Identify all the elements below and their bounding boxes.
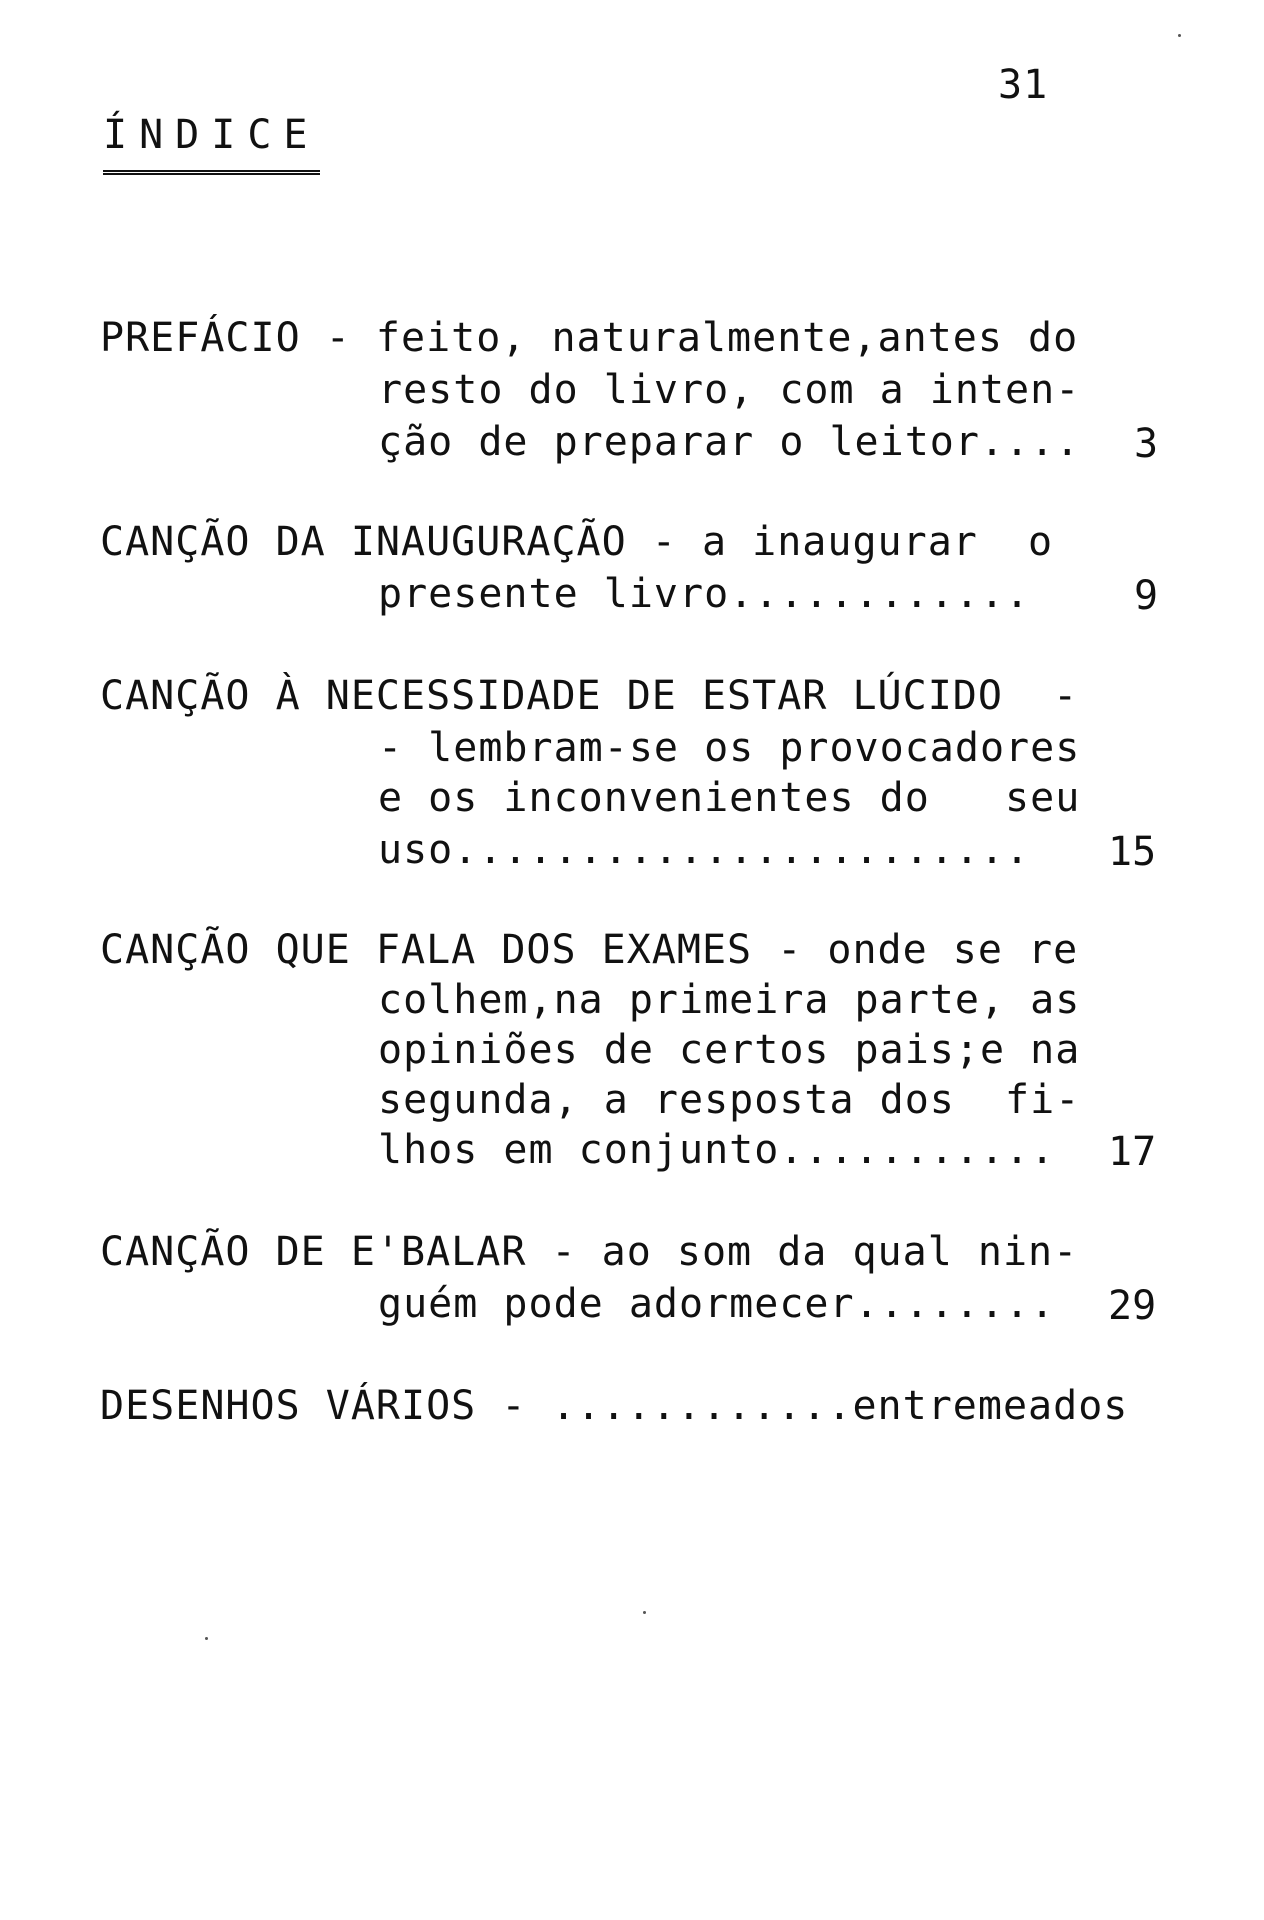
page-number: 31 bbox=[998, 62, 1049, 108]
entry-prefacio-line-2: resto do livro, com a inten- bbox=[378, 367, 1081, 413]
index-heading: ÍNDICE bbox=[103, 112, 320, 175]
entry-prefacio-page: 3 bbox=[1134, 421, 1159, 467]
entry-embalar-line-2: guém pode adormecer........ bbox=[378, 1281, 1056, 1327]
entry-exames-line-3: opiniões de certos pais;e na bbox=[378, 1027, 1081, 1073]
entry-inauguracao-page: 9 bbox=[1134, 573, 1159, 619]
entry-lucido-line-3: e os inconvenientes do seu bbox=[378, 775, 1081, 821]
entry-lucido-line-1: CANÇÃO À NECESSIDADE DE ESTAR LÚCIDO - bbox=[100, 673, 1079, 719]
scan-speck bbox=[205, 1637, 208, 1640]
entry-exames-line-4: segunda, a resposta dos fi- bbox=[378, 1077, 1081, 1123]
scan-speck bbox=[643, 1611, 646, 1614]
entry-lucido-line-4: uso....................... bbox=[378, 827, 1031, 873]
entry-inauguracao-line-2: presente livro............ bbox=[378, 571, 1031, 617]
entry-exames-line-2: colhem,na primeira parte, as bbox=[378, 977, 1081, 1023]
entry-embalar-page: 29 bbox=[1108, 1283, 1157, 1329]
entry-prefacio-line-1: PREFÁCIO - feito, naturalmente,antes do bbox=[100, 315, 1079, 361]
entry-exames-line-5: lhos em conjunto........... bbox=[378, 1127, 1056, 1173]
entry-lucido-line-2: - lembram-se os provocadores bbox=[378, 725, 1081, 771]
entry-desenhos-line-1: DESENHOS VÁRIOS - ............entremeados bbox=[100, 1383, 1129, 1429]
scan-speck bbox=[1178, 34, 1181, 37]
entry-embalar-line-1: CANÇÃO DE E'BALAR - ao som da qual nin- bbox=[100, 1229, 1079, 1275]
entry-prefacio-line-3: ção de preparar o leitor.... bbox=[378, 419, 1081, 465]
entry-lucido-page: 15 bbox=[1108, 829, 1157, 875]
entry-exames-line-1: CANÇÃO QUE FALA DOS EXAMES - onde se re bbox=[100, 927, 1079, 973]
entry-inauguracao-line-1: CANÇÃO DA INAUGURAÇÃO - a inaugurar o bbox=[100, 519, 1054, 565]
entry-exames-page: 17 bbox=[1108, 1129, 1157, 1175]
